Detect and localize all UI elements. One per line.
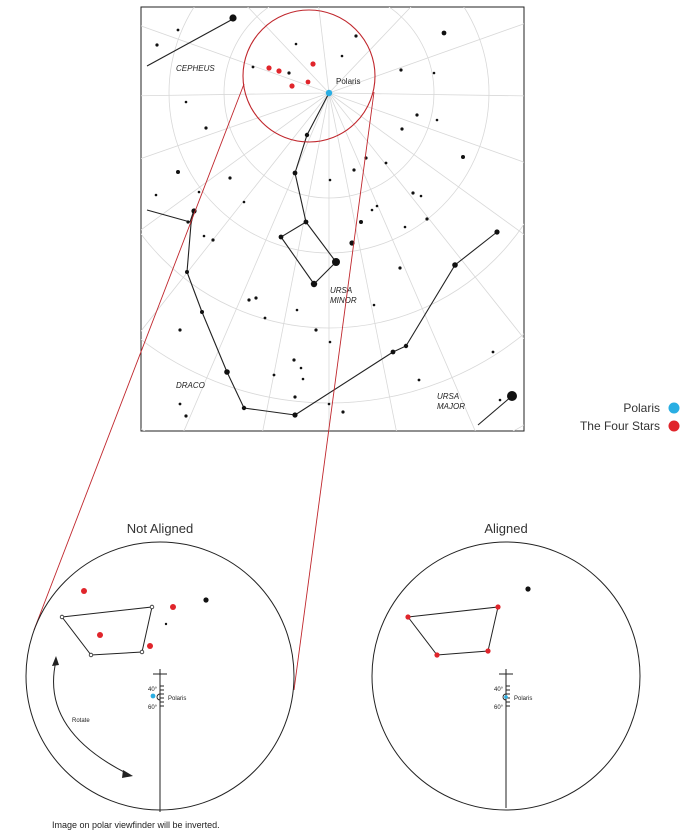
star xyxy=(328,403,331,406)
star xyxy=(341,55,344,58)
star xyxy=(198,191,201,194)
star xyxy=(373,304,376,307)
star xyxy=(302,378,305,381)
star xyxy=(433,72,436,75)
scale-40-label: 40° xyxy=(494,687,504,693)
star xyxy=(442,31,447,36)
star xyxy=(247,298,250,301)
legend-four-stars-label: The Four Stars xyxy=(579,419,660,433)
ursa-major-label-2: MAJOR xyxy=(437,402,465,411)
star xyxy=(341,410,344,413)
star xyxy=(224,369,230,375)
star xyxy=(300,367,303,370)
four-star xyxy=(147,643,153,649)
star xyxy=(352,168,355,171)
four-star xyxy=(405,614,410,619)
star xyxy=(229,14,236,21)
star xyxy=(204,126,207,129)
star xyxy=(400,127,403,130)
scale-60-label: 60° xyxy=(148,705,158,711)
rotate-arrow xyxy=(54,661,128,774)
star xyxy=(184,414,187,417)
polaris-label: Polaris xyxy=(514,696,533,702)
four-star xyxy=(276,68,281,73)
star xyxy=(418,379,421,382)
star xyxy=(292,412,297,417)
star xyxy=(254,296,257,299)
rotate-label: Rotate xyxy=(72,718,90,724)
star xyxy=(296,309,299,312)
star xyxy=(420,195,423,198)
star xyxy=(404,344,408,348)
star xyxy=(332,258,340,266)
legend-polaris-label: Polaris xyxy=(623,401,660,415)
four-stars-outline xyxy=(62,607,152,655)
star xyxy=(211,238,214,241)
not-aligned-title: Not Aligned xyxy=(126,521,194,536)
four-star xyxy=(81,588,87,594)
star xyxy=(492,351,495,354)
polaris-label: Polaris xyxy=(168,696,187,702)
star xyxy=(293,171,298,176)
star xyxy=(179,403,182,406)
star xyxy=(287,71,290,74)
star xyxy=(165,623,167,625)
star xyxy=(293,395,296,398)
star xyxy=(385,162,388,165)
star xyxy=(292,358,295,361)
star xyxy=(185,101,188,104)
star xyxy=(376,205,379,208)
legend-four-stars-dot xyxy=(669,421,680,432)
draco-label: DRACO xyxy=(176,381,205,390)
star xyxy=(411,191,414,194)
rotate-arrowhead-bottom xyxy=(122,770,133,778)
star xyxy=(404,226,407,229)
star xyxy=(329,179,332,182)
star xyxy=(185,270,189,274)
star xyxy=(525,586,530,591)
polaris-star xyxy=(504,695,508,699)
star xyxy=(399,68,402,71)
four-star xyxy=(266,65,271,70)
aligned-title: Aligned xyxy=(484,521,528,536)
star xyxy=(264,317,267,320)
star xyxy=(499,399,502,402)
outline-vertex xyxy=(60,615,64,619)
star xyxy=(242,406,246,410)
star xyxy=(178,328,181,331)
star xyxy=(252,66,255,69)
ursa-major-label-1: URSA xyxy=(437,392,460,401)
star xyxy=(228,176,231,179)
star xyxy=(359,220,363,224)
star xyxy=(279,235,284,240)
ursa-minor-label-1: URSA xyxy=(330,286,353,295)
star xyxy=(200,310,204,314)
star xyxy=(494,229,499,234)
star xyxy=(398,266,401,269)
four-star xyxy=(170,604,176,610)
four-star xyxy=(97,632,103,638)
rotate-arrowhead-top xyxy=(52,656,59,666)
star xyxy=(329,341,332,344)
star xyxy=(243,201,246,204)
polaris-label: Polaris xyxy=(336,77,361,86)
not-aligned-panel xyxy=(26,521,294,812)
star xyxy=(295,43,298,46)
legend xyxy=(580,401,680,433)
star xyxy=(305,133,309,137)
scale-60-label: 60° xyxy=(494,705,504,711)
star xyxy=(176,170,180,174)
outline-vertex xyxy=(150,605,154,609)
polaris-star xyxy=(151,694,156,699)
star xyxy=(391,350,396,355)
four-star xyxy=(495,604,500,609)
star xyxy=(203,597,208,602)
star xyxy=(311,281,317,287)
outline-vertex xyxy=(140,650,144,654)
four-stars-outline xyxy=(408,607,498,655)
star xyxy=(436,119,439,122)
star xyxy=(273,374,276,377)
star xyxy=(186,220,189,223)
polaris-star xyxy=(326,90,332,96)
star xyxy=(314,328,317,331)
star xyxy=(177,29,180,32)
star xyxy=(415,113,418,116)
four-star xyxy=(289,83,294,88)
four-star xyxy=(434,652,439,657)
aligned-panel xyxy=(372,521,640,810)
star xyxy=(425,217,428,220)
star xyxy=(304,220,309,225)
star xyxy=(461,155,465,159)
ursa-minor-label-2: MINOR xyxy=(330,296,357,305)
four-star xyxy=(310,61,315,66)
inversion-note: Image on polar viewfinder will be inverted. xyxy=(52,820,220,830)
star xyxy=(354,34,357,37)
cepheus-label: CEPHEUS xyxy=(176,64,215,73)
star xyxy=(452,262,458,268)
four-star xyxy=(485,648,490,653)
outline-vertex xyxy=(89,653,93,657)
scale-40-label: 40° xyxy=(148,687,158,693)
four-star xyxy=(306,80,311,85)
star xyxy=(155,194,158,197)
star xyxy=(155,43,158,46)
star xyxy=(371,209,374,212)
star xyxy=(507,391,517,401)
star xyxy=(203,235,206,238)
legend-polaris-dot xyxy=(669,403,680,414)
